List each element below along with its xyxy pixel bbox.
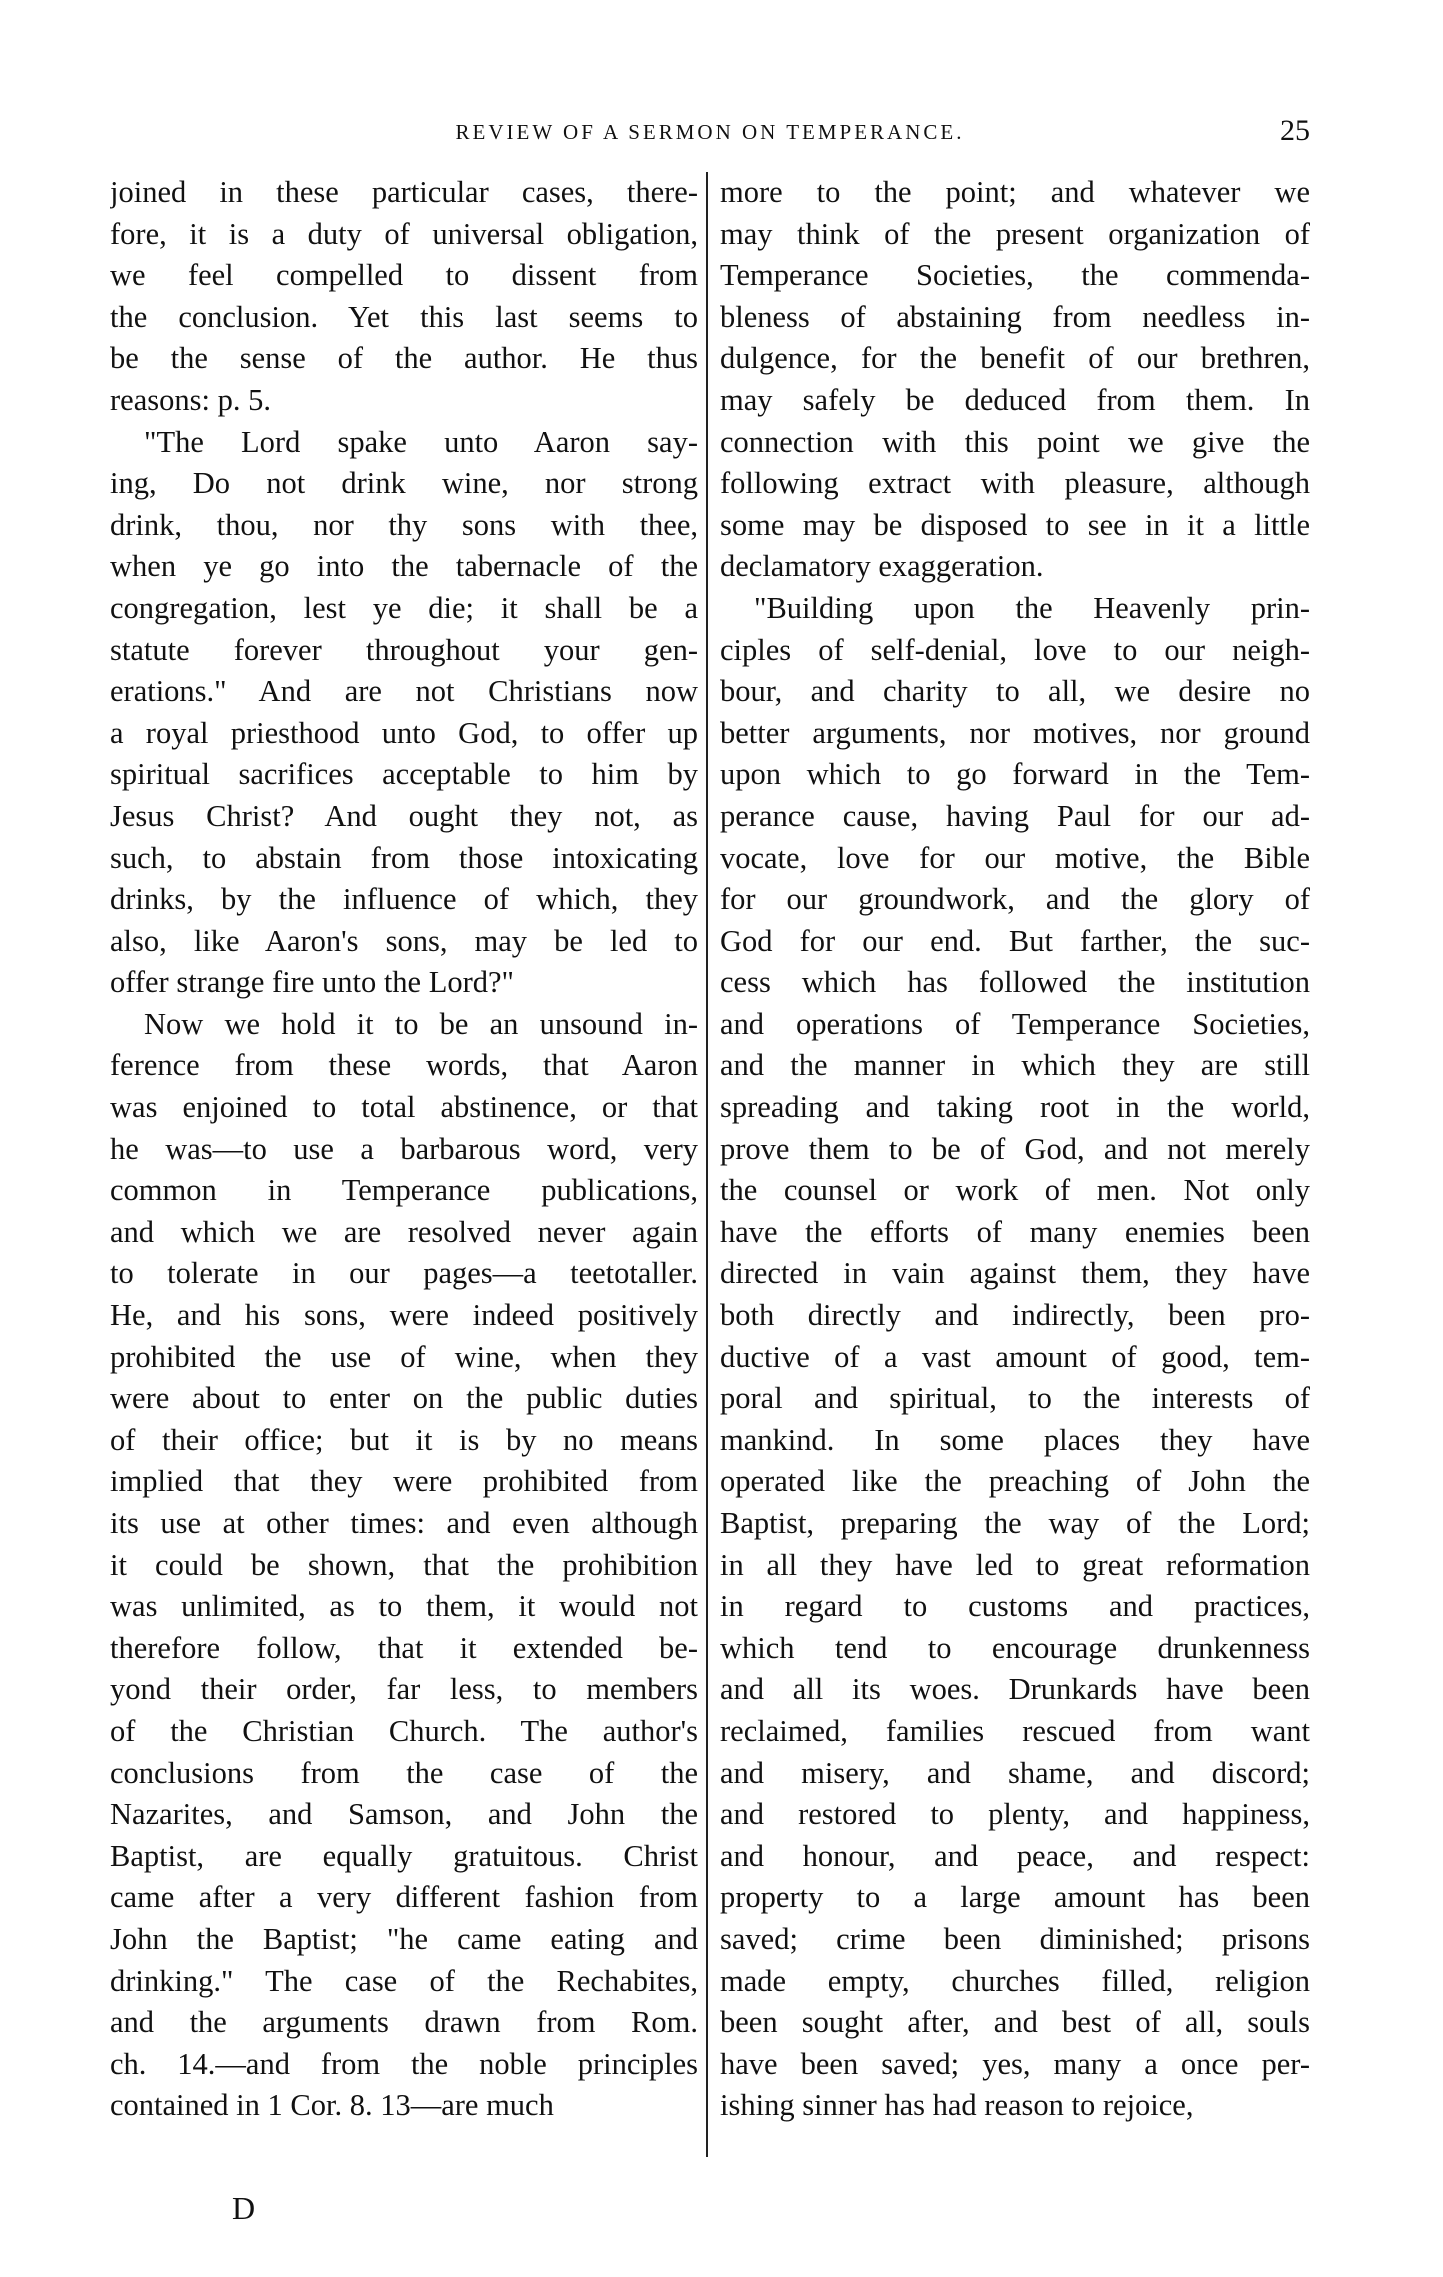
text-line: cess which has followed the institution [720, 965, 1310, 1000]
text-line: and misery, and shame, and discord; [720, 1755, 1310, 1790]
text-line: may safely be deduced from them. In [720, 382, 1310, 417]
text-line: common in Temperance publications, [110, 1173, 698, 1208]
text-line: fore, it is a duty of universal obligation, [110, 216, 698, 251]
text-line: when ye go into the tabernacle of the [110, 549, 698, 584]
text-line: John the Baptist; "he came eating and [110, 1921, 698, 1956]
text-line: the counsel or work of men. Not only [720, 1173, 1310, 1208]
text-line: poral and spiritual, to the interests of [720, 1381, 1310, 1416]
text-line: Temperance Societies, the commenda- [720, 258, 1310, 293]
text-line: conclusions from the case of the [110, 1755, 698, 1790]
text-line: be the sense of the author. He thus [110, 341, 698, 376]
text-line: came after a very different fashion from [110, 1880, 698, 1915]
text-line: of their office; but it is by no means [110, 1422, 698, 1457]
text-line: some may be disposed to see in it a little [720, 507, 1310, 542]
text-line: upon which to go forward in the Tem- [720, 757, 1310, 792]
text-line: Nazarites, and Samson, and John the [110, 1797, 698, 1832]
text-line: perance cause, having Paul for our ad- [720, 798, 1310, 833]
text-line: and all its woes. Drunkards have been [720, 1672, 1310, 1707]
text-line: been sought after, and best of all, souls [720, 2005, 1310, 2040]
text-line: He, and his sons, were indeed positively [110, 1298, 698, 1333]
text-line: the conclusion. Yet this last seems to [110, 299, 698, 334]
text-line: joined in these particular cases, there- [110, 175, 698, 209]
text-line: may think of the present organization of [720, 216, 1310, 251]
text-line: erations." And are not Christians now [110, 674, 698, 709]
running-title: REVIEW OF A SERMON ON TEMPERANCE. [455, 120, 965, 144]
right-column [720, 172, 1310, 2127]
left-column [110, 172, 698, 2127]
page-header [110, 112, 1310, 152]
text-line: reasons: p. 5. [110, 382, 271, 417]
text-line: spiritual sacrifices acceptable to him by [110, 757, 698, 792]
text-line: and the manner in which they are still [720, 1048, 1310, 1083]
text-line: "The Lord spake unto Aaron say- [144, 424, 698, 459]
text-line: Jesus Christ? And ought they not, as [110, 798, 698, 833]
text-line: drinks, by the influence of which, they [110, 882, 698, 917]
text-line: Baptist, preparing the way of the Lord; [720, 1506, 1310, 1540]
text-line: for our groundwork, and the glory of [720, 882, 1310, 917]
text-line: "Building upon the Heavenly prin- [754, 590, 1310, 625]
text-line: such, to abstain from those intoxicating [110, 840, 698, 875]
text-line: have been saved; yes, many a once per- [720, 2046, 1310, 2081]
text-line: drinking." The case of the Rechabites, [110, 1963, 698, 1998]
text-line: he was—to use a barbarous word, very [110, 1131, 698, 1166]
text-line: in regard to customs and practices, [720, 1589, 1310, 1624]
text-line: it could be shown, that the prohibition [110, 1547, 698, 1582]
text-line: vocate, love for our motive, the Bible [720, 840, 1310, 875]
text-line: have the efforts of many enemies been [720, 1214, 1310, 1249]
text-line: also, like Aaron's sons, may be led to [110, 923, 698, 958]
text-line: prove them to be of God, and not merely [720, 1131, 1310, 1166]
text-line: ishing sinner has had reason to rejoice, [720, 2088, 1194, 2123]
text-line: yond their order, far less, to members [110, 1672, 698, 1707]
signature-mark: D [232, 2190, 256, 2226]
text-line: its use at other times: and even although [110, 1506, 698, 1540]
text-line: saved; crime been diminished; prisons [720, 1921, 1310, 1956]
text-line: property to a large amount has been [720, 1880, 1310, 1915]
text-line: drink, thou, nor thy sons with thee, [110, 507, 698, 542]
text-line: better arguments, nor motives, nor ground [720, 715, 1310, 750]
text-line: bour, and charity to all, we desire no [720, 674, 1310, 709]
text-line: and restored to plenty, and happiness, [720, 1797, 1310, 1832]
text-line: made empty, churches filled, religion [720, 1963, 1310, 1998]
text-line: implied that they were prohibited from [110, 1464, 698, 1499]
text-line: spreading and taking root in the world, [720, 1090, 1310, 1125]
text-line: of the Christian Church. The author's [110, 1713, 698, 1748]
text-line: Now we hold it to be an unsound in- [144, 1006, 698, 1041]
text-line: directed in vain against them, they have [720, 1256, 1310, 1291]
text-line: congregation, lest ye die; it shall be a [110, 590, 698, 625]
text-line: Baptist, are equally gratuitous. Christ [110, 1838, 698, 1873]
text-line: mankind. In some places they have [720, 1422, 1310, 1457]
text-line: declamatory exaggeration. [720, 549, 1044, 584]
text-line: was enjoined to total abstinence, or that [110, 1090, 698, 1125]
text-line: in all they have led to great reformation [720, 1547, 1310, 1582]
text-line: operated like the preaching of John the [720, 1464, 1310, 1499]
text-line: and operations of Temperance Societies, [720, 1006, 1310, 1041]
page-number: 25 [1280, 114, 1310, 147]
text-line: contained in 1 Cor. 8. 13—are much [110, 2088, 554, 2123]
text-line: which tend to encourage drunkenness [720, 1630, 1310, 1665]
text-line: offer strange fire unto the Lord?" [110, 965, 514, 1000]
text-line: we feel compelled to dissent from [110, 258, 698, 293]
text-line: ductive of a vast amount of good, tem- [720, 1339, 1310, 1374]
text-line: therefore follow, that it extended be- [110, 1630, 698, 1665]
text-line: following extract with pleasure, although [720, 466, 1310, 501]
text-line: ference from these words, that Aaron [110, 1048, 698, 1083]
text-line: dulgence, for the benefit of our brethren, [720, 341, 1310, 376]
text-line: ing, Do not drink wine, nor strong [110, 466, 698, 501]
text-line: ciples of self-denial, love to our neigh- [720, 632, 1310, 667]
text-line: to tolerate in our pages—a teetotaller. [110, 1256, 698, 1291]
text-line: was unlimited, as to them, it would not [110, 1589, 698, 1624]
text-line: and which we are resolved never again [110, 1214, 698, 1249]
text-line: bleness of abstaining from needless in- [720, 299, 1310, 334]
text-line: were about to enter on the public duties [110, 1381, 698, 1416]
text-line: God for our end. But farther, the suc- [720, 923, 1310, 958]
text-line: more to the point; and whatever we [720, 175, 1310, 209]
text-line: ch. 14.—and from the noble principles [110, 2046, 698, 2081]
column-divider [706, 172, 708, 2157]
text-line: a royal priesthood unto God, to offer up [110, 715, 698, 750]
text-line: statute forever throughout your gen- [110, 632, 698, 667]
text-line: and honour, and peace, and respect: [720, 1838, 1310, 1873]
text-line: prohibited the use of wine, when they [110, 1339, 698, 1374]
text-line: reclaimed, families rescued from want [720, 1713, 1310, 1748]
text-line: and the arguments drawn from Rom. [110, 2005, 698, 2040]
text-line: both directly and indirectly, been pro- [720, 1298, 1310, 1333]
text-line: connection with this point we give the [720, 424, 1310, 459]
